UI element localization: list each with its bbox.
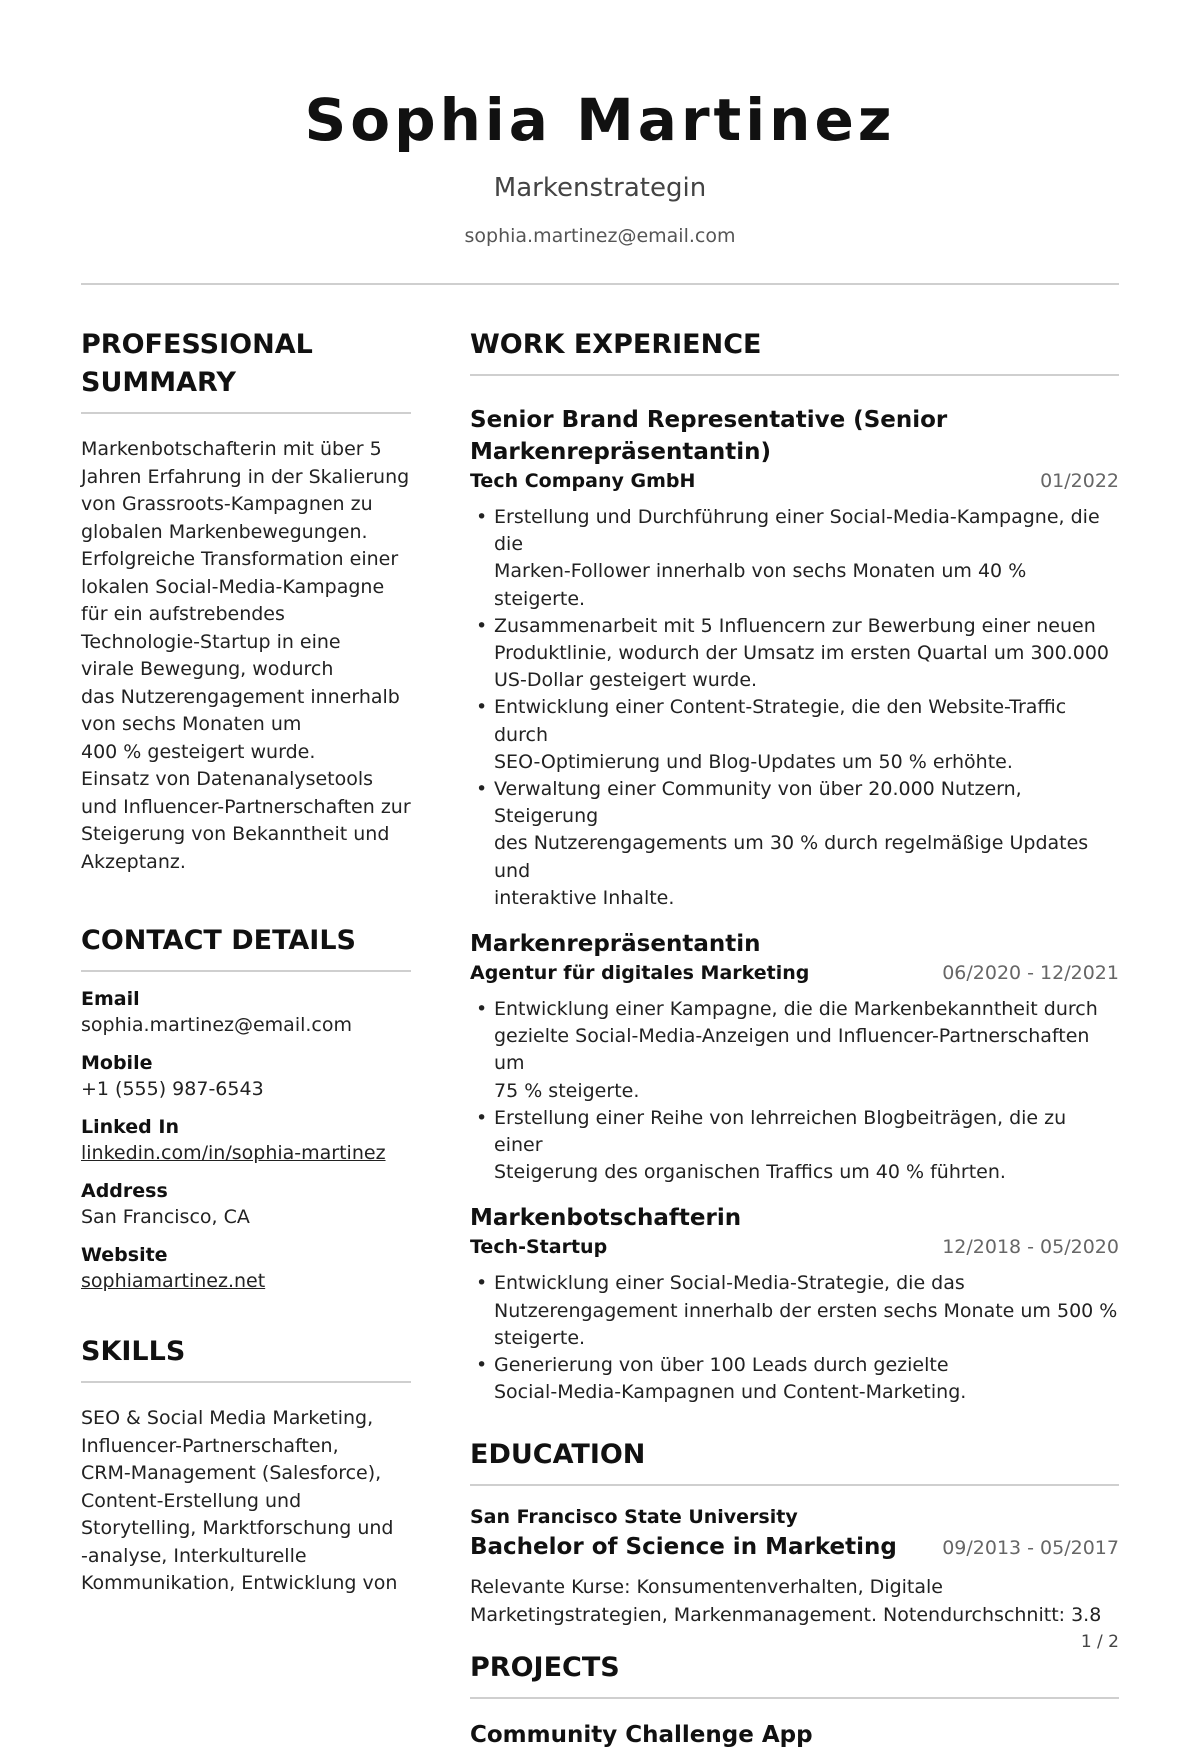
- job-bullet: [470, 694, 1119, 776]
- summary-title-line-2: SUMMARY: [81, 367, 236, 398]
- job-company: Tech-Startup: [470, 1236, 608, 1259]
- skills-line: Influencer-Partnerschaften,: [81, 1434, 339, 1457]
- contact-section: [81, 922, 411, 1295]
- contact-email-label: Email: [81, 988, 140, 1010]
- job-meta: [470, 960, 1119, 986]
- section-divider: [81, 1381, 411, 1383]
- bullet-line: Entwicklung einer Content-Strategie, die den Website-Traffic durch: [494, 696, 1067, 746]
- projects-title: PROJECTS: [470, 1651, 620, 1683]
- job-date: 06/2020 - 12/2021: [942, 962, 1119, 985]
- contact-title: CONTACT DETAILS: [81, 925, 356, 956]
- page-number: 1 / 2: [1080, 1632, 1119, 1652]
- education-line: Marketingstrategien, Markenmanagement. Notendurchschnitt: 3.8: [470, 1603, 1102, 1626]
- job-title: [470, 404, 1119, 468]
- bullet-line: interaktive Inhalte.: [494, 886, 675, 909]
- job-bullet: [470, 1352, 1119, 1406]
- summary-line: Markenbotschafterin mit über 5: [81, 438, 382, 460]
- bullet-line: Generierung von über 100 Leads durch gezielte: [494, 1354, 949, 1377]
- section-divider: [81, 412, 411, 414]
- summary-section: [81, 326, 411, 876]
- education-school: San Francisco State University: [470, 1506, 798, 1529]
- education-details: [470, 1574, 1119, 1628]
- bullet-line: des Nutzerengagements um 30 % durch regelmäßige Updates und: [494, 832, 1089, 882]
- section-divider: [470, 1697, 1119, 1699]
- left-column: [81, 326, 411, 1598]
- job-company: Tech Company GmbH: [470, 470, 696, 492]
- bullet-line: Entwicklung einer Kampagne, die die Markenbekanntheit durch: [494, 998, 1098, 1021]
- work-title: WORK EXPERIENCE: [470, 329, 762, 360]
- bullet-line: 75 % steigerte.: [494, 1079, 640, 1102]
- contact-email-value: sophia.martinez@email.com: [81, 1014, 353, 1036]
- bullet-line: Social-Media-Kampagnen und Content-Marketing.: [494, 1381, 967, 1404]
- job-bullets: [470, 1270, 1119, 1406]
- contact-website-link[interactable]: sophiamartinez.net: [81, 1270, 266, 1292]
- job-bullet: [470, 996, 1119, 1105]
- education-line: Relevante Kurse: Konsumentenverhalten, Digitale: [470, 1576, 943, 1599]
- job-bullets: [470, 996, 1119, 1186]
- skills-section: [81, 1333, 411, 1598]
- bullet-line: steigerte.: [494, 1326, 586, 1349]
- header-email: sophia.martinez@email.com: [464, 225, 736, 247]
- summary-line: Jahren Erfahrung in der Skalierung: [81, 465, 410, 488]
- job-title: Markenbotschafterin: [470, 1205, 742, 1232]
- contact-address-value: San Francisco, CA: [81, 1206, 250, 1228]
- skills-line: -analyse, Interkulturelle: [81, 1544, 307, 1567]
- summary-line: Technologie-Startup in eine: [81, 630, 341, 653]
- contact-website-label: Website: [81, 1244, 168, 1266]
- bullet-line: gezielte Social-Media-Anzeigen und Influencer-Partnerschaften um: [494, 1025, 1090, 1075]
- summary-line: globalen Markenbewegungen.: [81, 520, 368, 543]
- bullet-line: US-Dollar gesteigert wurde.: [494, 669, 758, 692]
- summary-title-line-1: PROFESSIONAL: [81, 329, 313, 360]
- skills-line: CRM-Management (Salesforce),: [81, 1462, 382, 1484]
- summary-line: lokalen Social-Media-Kampagne: [81, 575, 385, 598]
- bullet-line: SEO-Optimierung und Blog-Updates um 50 % erhöhte.: [494, 750, 1013, 773]
- header-divider: [81, 283, 1119, 285]
- summary-line: 400 % gesteigert wurde.: [81, 740, 316, 763]
- bullet-line: Entwicklung einer Social-Media-Strategie, die das: [494, 1272, 965, 1295]
- bullet-line: Marken-Follower innerhalb von sechs Monaten um 40 % steigerte.: [494, 560, 1027, 610]
- candidate-role: Markenstrategin: [493, 173, 707, 203]
- contact-mobile-value: +1 (555) 987-6543: [81, 1078, 264, 1100]
- resume-header: [81, 0, 1119, 248]
- bullet-line: Verwaltung einer Community von über 20.000 Nutzern, Steigerung: [494, 778, 1022, 828]
- candidate-name: Sophia Martinez: [304, 86, 896, 154]
- skills-line: Kommunikation, Entwicklung von: [81, 1572, 398, 1594]
- bullet-line: Erstellung einer Reihe von lehrreichen Blogbeiträgen, die zu einer: [494, 1106, 1067, 1157]
- bullet-line: Zusammenarbeit mit 5 Influencern zur Bewerbung einer neuen: [494, 614, 1096, 637]
- bullet-line: Erstellung und Durchführung einer Social-Media-Kampagne, die die: [494, 506, 1100, 556]
- job-bullet: [470, 1105, 1119, 1187]
- bullet-line: Produktlinie, wodurch der Umsatz im ersten Quartal um 300.000: [494, 642, 1110, 665]
- contact-linkedin-label: Linked In: [81, 1116, 179, 1138]
- summary-line: Akzeptanz.: [81, 850, 186, 873]
- contact-linkedin-link[interactable]: linkedin.com/in/sophia-martinez: [81, 1142, 386, 1164]
- summary-line: virale Bewegung, wodurch: [81, 658, 334, 680]
- section-divider: [470, 374, 1119, 376]
- job-title: Markenrepräsentantin: [470, 931, 761, 958]
- job-company: Agentur für digitales Marketing: [470, 962, 810, 985]
- job-bullets: [470, 504, 1119, 912]
- education-title: EDUCATION: [470, 1439, 646, 1471]
- skills-line: SEO & Social Media Marketing,: [81, 1407, 374, 1429]
- job-meta: [470, 468, 1119, 494]
- skills-line: Storytelling, Marktforschung und: [81, 1517, 394, 1539]
- summary-line: von sechs Monaten um: [81, 713, 302, 735]
- job-entry: [470, 1202, 1119, 1406]
- summary-line: das Nutzerengagement innerhalb: [81, 685, 400, 708]
- education-section: [470, 1436, 1119, 1628]
- summary-line: für ein aufstrebendes: [81, 603, 285, 625]
- summary-title: [81, 326, 411, 402]
- project-title: Community Challenge App: [470, 1721, 813, 1748]
- job-meta: [470, 1234, 1119, 1260]
- skills-line: Content-Erstellung und: [81, 1489, 302, 1512]
- job-date: 01/2022: [1040, 470, 1119, 492]
- job-bullet: [470, 504, 1119, 613]
- job-title-line-1: Senior Brand Representative (Senior: [470, 407, 948, 433]
- contact-address-label: Address: [81, 1180, 168, 1202]
- job-bullet: [470, 1270, 1119, 1352]
- summary-line: Erfolgreiche Transformation einer: [81, 548, 399, 570]
- bullet-line: Nutzerengagement innerhalb der ersten sechs Monate um 500 %: [494, 1299, 1118, 1322]
- work-section: [470, 326, 1119, 1406]
- bullet-line: Steigerung des organischen Traffics um 40 % führten.: [494, 1161, 1006, 1184]
- contact-mobile-label: Mobile: [81, 1052, 153, 1074]
- education-date: 09/2013 - 05/2017: [942, 1537, 1119, 1560]
- summary-line: und Influencer-Partnerschaften zur: [81, 795, 411, 818]
- right-column: [470, 326, 1119, 1751]
- skills-title: SKILLS: [81, 1336, 186, 1367]
- job-title-line-2: Markenrepräsentantin): [470, 439, 771, 465]
- education-degree: Bachelor of Science in Marketing: [470, 1534, 897, 1561]
- education-meta: [470, 1530, 1119, 1564]
- summary-line: Einsatz von Datenanalysetools: [81, 768, 374, 790]
- job-date: 12/2018 - 05/2020: [942, 1236, 1119, 1259]
- summary-line: Steigerung von Bekanntheit und: [81, 823, 390, 845]
- contact-list: [81, 986, 411, 1295]
- projects-section: [470, 1649, 1119, 1751]
- job-bullet: [470, 613, 1119, 695]
- section-divider: [470, 1484, 1119, 1486]
- job-bullet: [470, 776, 1119, 912]
- summary-line: von Grassroots-Kampagnen zu: [81, 493, 373, 515]
- skills-text: [81, 1405, 411, 1598]
- job-entry: [470, 928, 1119, 1186]
- section-divider: [81, 970, 411, 972]
- job-entry: [470, 404, 1119, 912]
- summary-text: [81, 436, 411, 876]
